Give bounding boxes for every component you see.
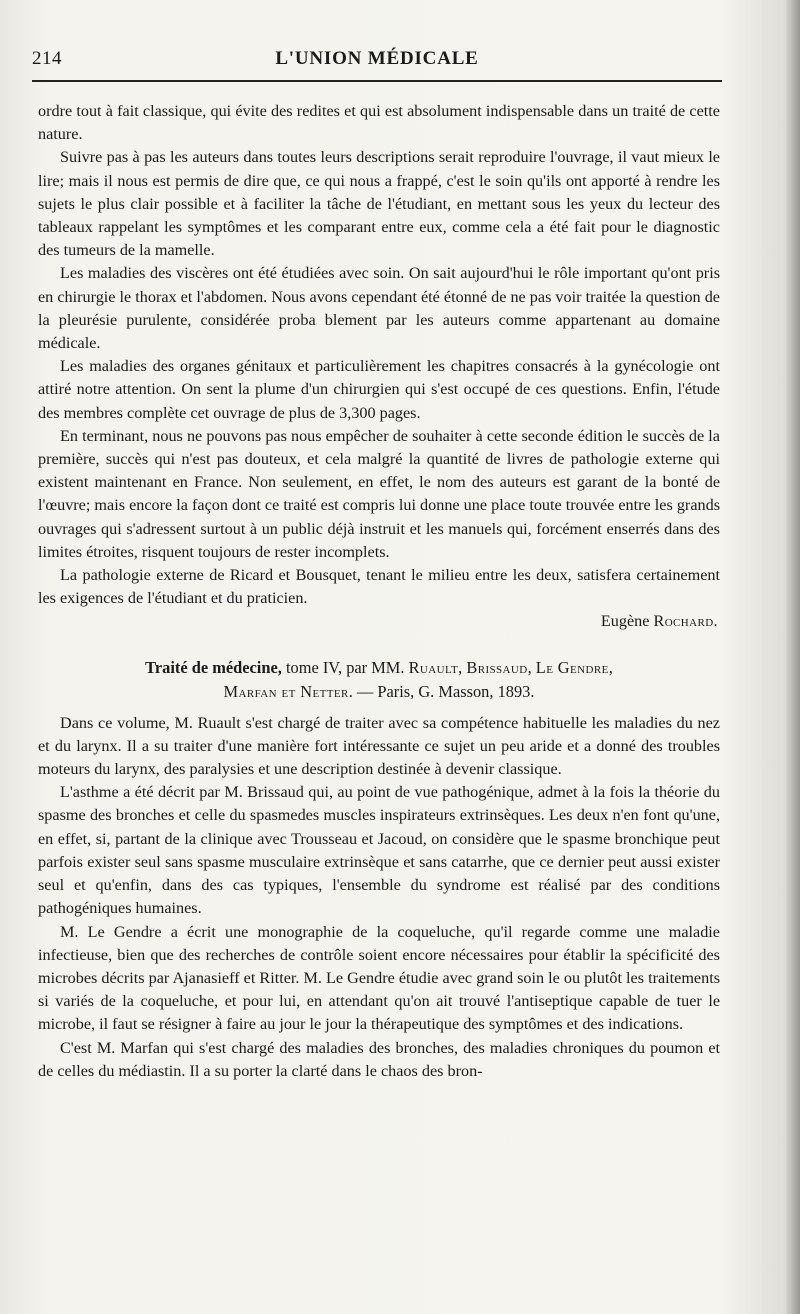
- paragraph: Les maladies des organes génitaux et particulièrement les chapitres consacrés à la gynécologie ont attiré notre attention. On sent la plume d'un chirurgien qui s'est occupé de ces questions. Enfin, l'étude des membres complète cet ouvrage de plus de 3,300 pages.: [38, 357, 720, 422]
- paragraph: C'est M. Marfan qui s'est chargé des maladies des bronches, des maladies chroniques du poumon et de celles du médiastin. Il a su porter la clarté dans le chaos des bron-: [38, 1038, 720, 1080]
- page-edge-shadow: [786, 0, 800, 1314]
- paragraph: ordre tout à fait classique, qui évite des redites et qui est absolument indispensable dans un traité de cette nature.: [38, 102, 720, 144]
- article-body: [38, 100, 720, 1083]
- signature-last-name: Rochard.: [653, 612, 718, 631]
- review-publication: . — Paris, G. Masson, 1893.: [348, 681, 535, 701]
- review-author: Ruault: [408, 657, 459, 677]
- paragraph: La pathologie externe de Ricard et Bousquet, tenant le milieu entre les deux, satisfera certainement les exigences de l'étudiant et du praticien.: [38, 566, 720, 608]
- review-author: Le Gendre: [535, 657, 609, 677]
- paragraph: M. Le Gendre a écrit une monographie de la coqueluche, qu'il regarde comme une maladie infectieuse, bien que des recherches de contrôle soient encore nécessaires pour établir la spécificité des microbes décrits par Ajanasieff et Ritter. M. Le Gendre étudie avec grand soin le ou plutôt les traitements si variés de la coqueluche, et pour lui, en attendant qu'on ait trouvé l'antiseptique capable de tuer le microbe, il faut se résigner à faire au jour le jour la thérapeutique des symptômes et des indications.: [38, 922, 720, 1034]
- page-number: 214: [32, 48, 62, 69]
- paragraph: Dans ce volume, M. Ruault s'est chargé de traiter avec sa compétence habituelle les maladies du nez et du larynx. Il a su traiter d'une manière fort intéressante ce sujet un peu aride et a donné des troubles moteurs du larynx, des paralysies et une description destinée à devenir classique.: [38, 713, 720, 779]
- review-title: Traité de médecine,: [145, 657, 282, 677]
- paragraph: Suivre pas à pas les auteurs dans toutes leurs descriptions serait reproduire l'ouvrage, il vaut mieux le lire; mais il nous est permis de dire que, ce qui nous a frappé, c'est le soin qu'ils ont apporté à rendre les sujets le plus clair possible et à faciliter la tâche de l'étudiant, en mettant sous les yeux du lecteur des tableaux rappelant les symptômes et les comparant entre eux, comme cela a été fait pour le diagnostic des tumeurs de la mamelle.: [38, 148, 720, 260]
- author-signature: [38, 610, 720, 633]
- paragraph: Les maladies des viscères ont été étudiées avec soin. On sait aujourd'hui le rôle important qu'ont pris en chirurgie le thorax et l'abdomen. Nous avons cependant été étonné de ne pas voir traitée la question de la pleurésie purulente, considérée proba blement par les auteurs comme appartenant au domaine médicale.: [38, 264, 720, 353]
- review-author: Brissaud: [466, 657, 528, 677]
- header-rule: [32, 80, 722, 82]
- review-author: Marfan et Netter: [223, 681, 349, 701]
- paragraph: L'asthme a été décrit par M. Brissaud qui, au point de vue pathogénique, admet à la fois la théorie du spasme des bronches et celle du spasmedes muscles inspirateurs extrinsèques. Les deux n'en font qu'une, en effet, si, partant de la clinique avec Trousseau et Jacoud, on considère que le spasme bronchique peut parfois exister seul sans spasme musculaire extrinsèque et sans catarrhe, que ce dernier peut aussi exister seul et qu'enfin, dans des cas typiques, l'ensemble du syndrome est réalisé par des conditions pathogéniques humaines.: [38, 783, 720, 918]
- page-header: [32, 48, 722, 78]
- signature-first-name: Eugène: [600, 612, 650, 631]
- paragraph: En terminant, nous ne pouvons pas nous empêcher de souhaiter à cette seconde édition le succès de la première, succès qui n'est pas douteux, et cela malgré la quantité de livres de pathologie externe qui existent maintenant en France. Non seulement, en effet, le nom des auteurs est garant de la bonté de l'œuvre; mais encore la façon dont ce traité est compris lui donne une place toute trouvée entre les grands ouvrages qui s'adressent surtout à un public déjà instruit et les manuels qui, forcément enserrés dans des limites étroites, risquent toujours de rester incomplets.: [38, 426, 720, 561]
- review-heading: Traité de médecine, tome IV, par MM. Ruault, Brissaud, Le Gendre, Marfan et Netter. — Paris, G. Masson, 1893.: [145, 657, 613, 701]
- review-tome: tome IV, par MM.: [281, 657, 409, 677]
- running-title: L'UNION MÉDICALE: [275, 48, 479, 69]
